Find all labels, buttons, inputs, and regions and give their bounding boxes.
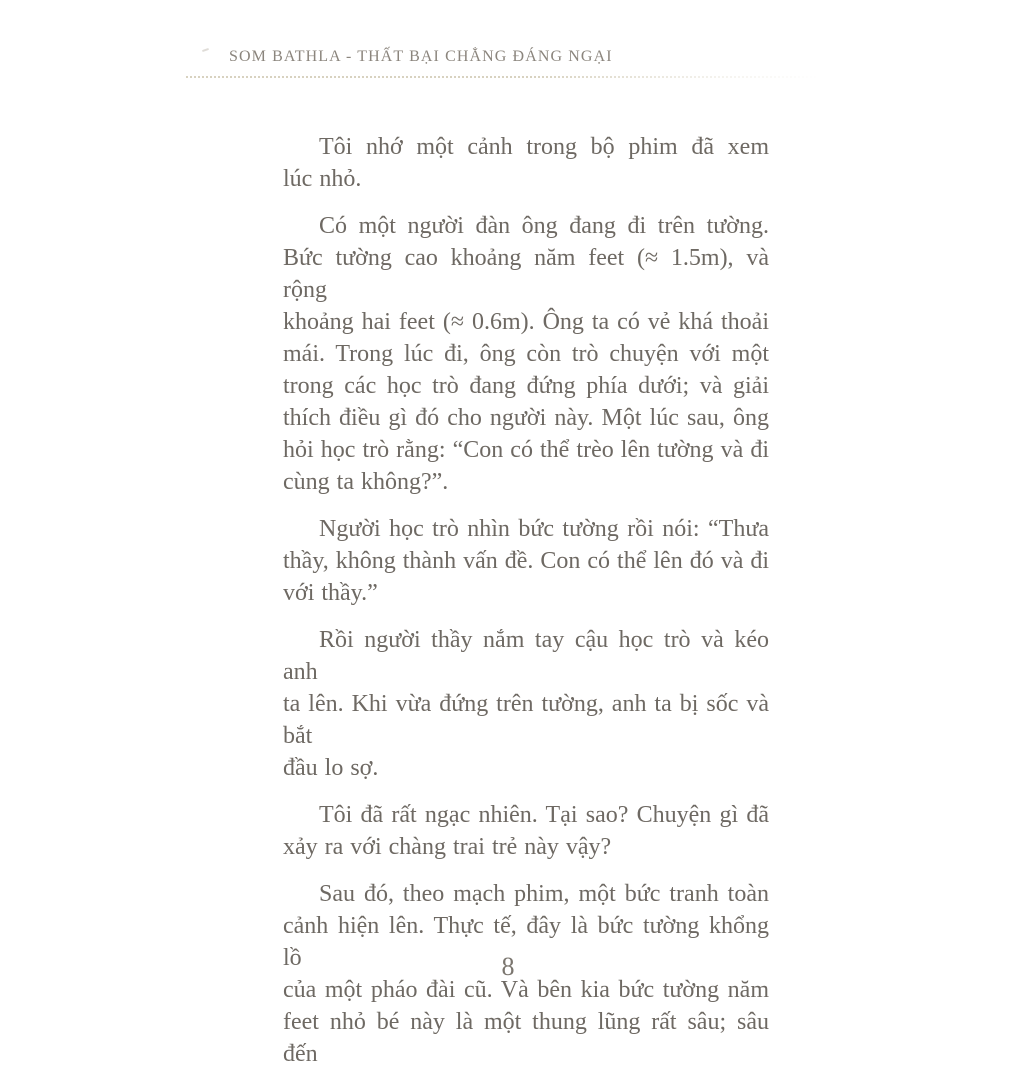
text-line: Tôi nhớ một cảnh trong bộ phim đã xem xyxy=(319,134,769,160)
paragraph xyxy=(283,513,769,609)
text-line: Bức tường cao khoảng năm feet (≈ 1.5m), và rộng xyxy=(283,245,769,303)
text-line: Rồi người thầy nắm tay cậu học trò và kéo anh xyxy=(283,627,769,685)
text-line: trong các học trò đang đứng phía dưới; và giải xyxy=(283,373,769,399)
running-header: SOM BATHLA - THẤT BẠI CHẲNG ĐÁNG NGẠI xyxy=(229,48,613,65)
paragraph xyxy=(283,799,769,863)
text-line: khoảng hai feet (≈ 0.6m). Ông ta có vẻ khá thoải xyxy=(283,309,769,335)
paragraph xyxy=(283,131,769,195)
text-line: ta lên. Khi vừa đứng trên tường, anh ta bị sốc và bắt xyxy=(283,691,769,749)
text-line: đầu lo sợ. xyxy=(283,755,379,781)
paragraph xyxy=(283,210,769,498)
text-line: cảnh hiện lên. Thực tế, đây là bức tường khổng lồ xyxy=(283,913,769,971)
text-line: với thầy.” xyxy=(283,580,378,606)
text-line: thầy, không thành vấn đề. Con có thể lên đó và đi xyxy=(283,548,770,574)
text-line: mái. Trong lúc đi, ông còn trò chuyện với một xyxy=(283,341,769,367)
text-line: Tôi đã rất ngạc nhiên. Tại sao? Chuyện gì đã xyxy=(319,802,769,828)
text-line: Sau đó, theo mạch phim, một bức tranh toàn xyxy=(319,881,769,907)
scan-artifact xyxy=(202,48,209,52)
text-line: Có một người đàn ông đang đi trên tường. xyxy=(319,213,769,239)
body-text xyxy=(283,131,769,1070)
text-line: hỏi học trò rằng: “Con có thể trèo lên tường và đi xyxy=(283,437,769,463)
paragraph xyxy=(283,624,769,784)
text-line: cùng ta không?”. xyxy=(283,469,449,495)
text-line: lúc nhỏ. xyxy=(283,166,362,192)
text-line: Người học trò nhìn bức tường rồi nói: “Thưa xyxy=(319,516,769,542)
text-line: xảy ra với chàng trai trẻ này vậy? xyxy=(283,834,612,860)
text-line: của một pháo đài cũ. Và bên kia bức tường năm xyxy=(283,977,769,1003)
header-divider-rule xyxy=(186,76,820,78)
text-line: feet nhỏ bé này là một thung lũng rất sâu; sâu đến xyxy=(283,1009,769,1067)
page-number: 8 xyxy=(501,952,515,981)
text-line: thích điều gì đó cho người này. Một lúc sau, ông xyxy=(283,405,769,431)
